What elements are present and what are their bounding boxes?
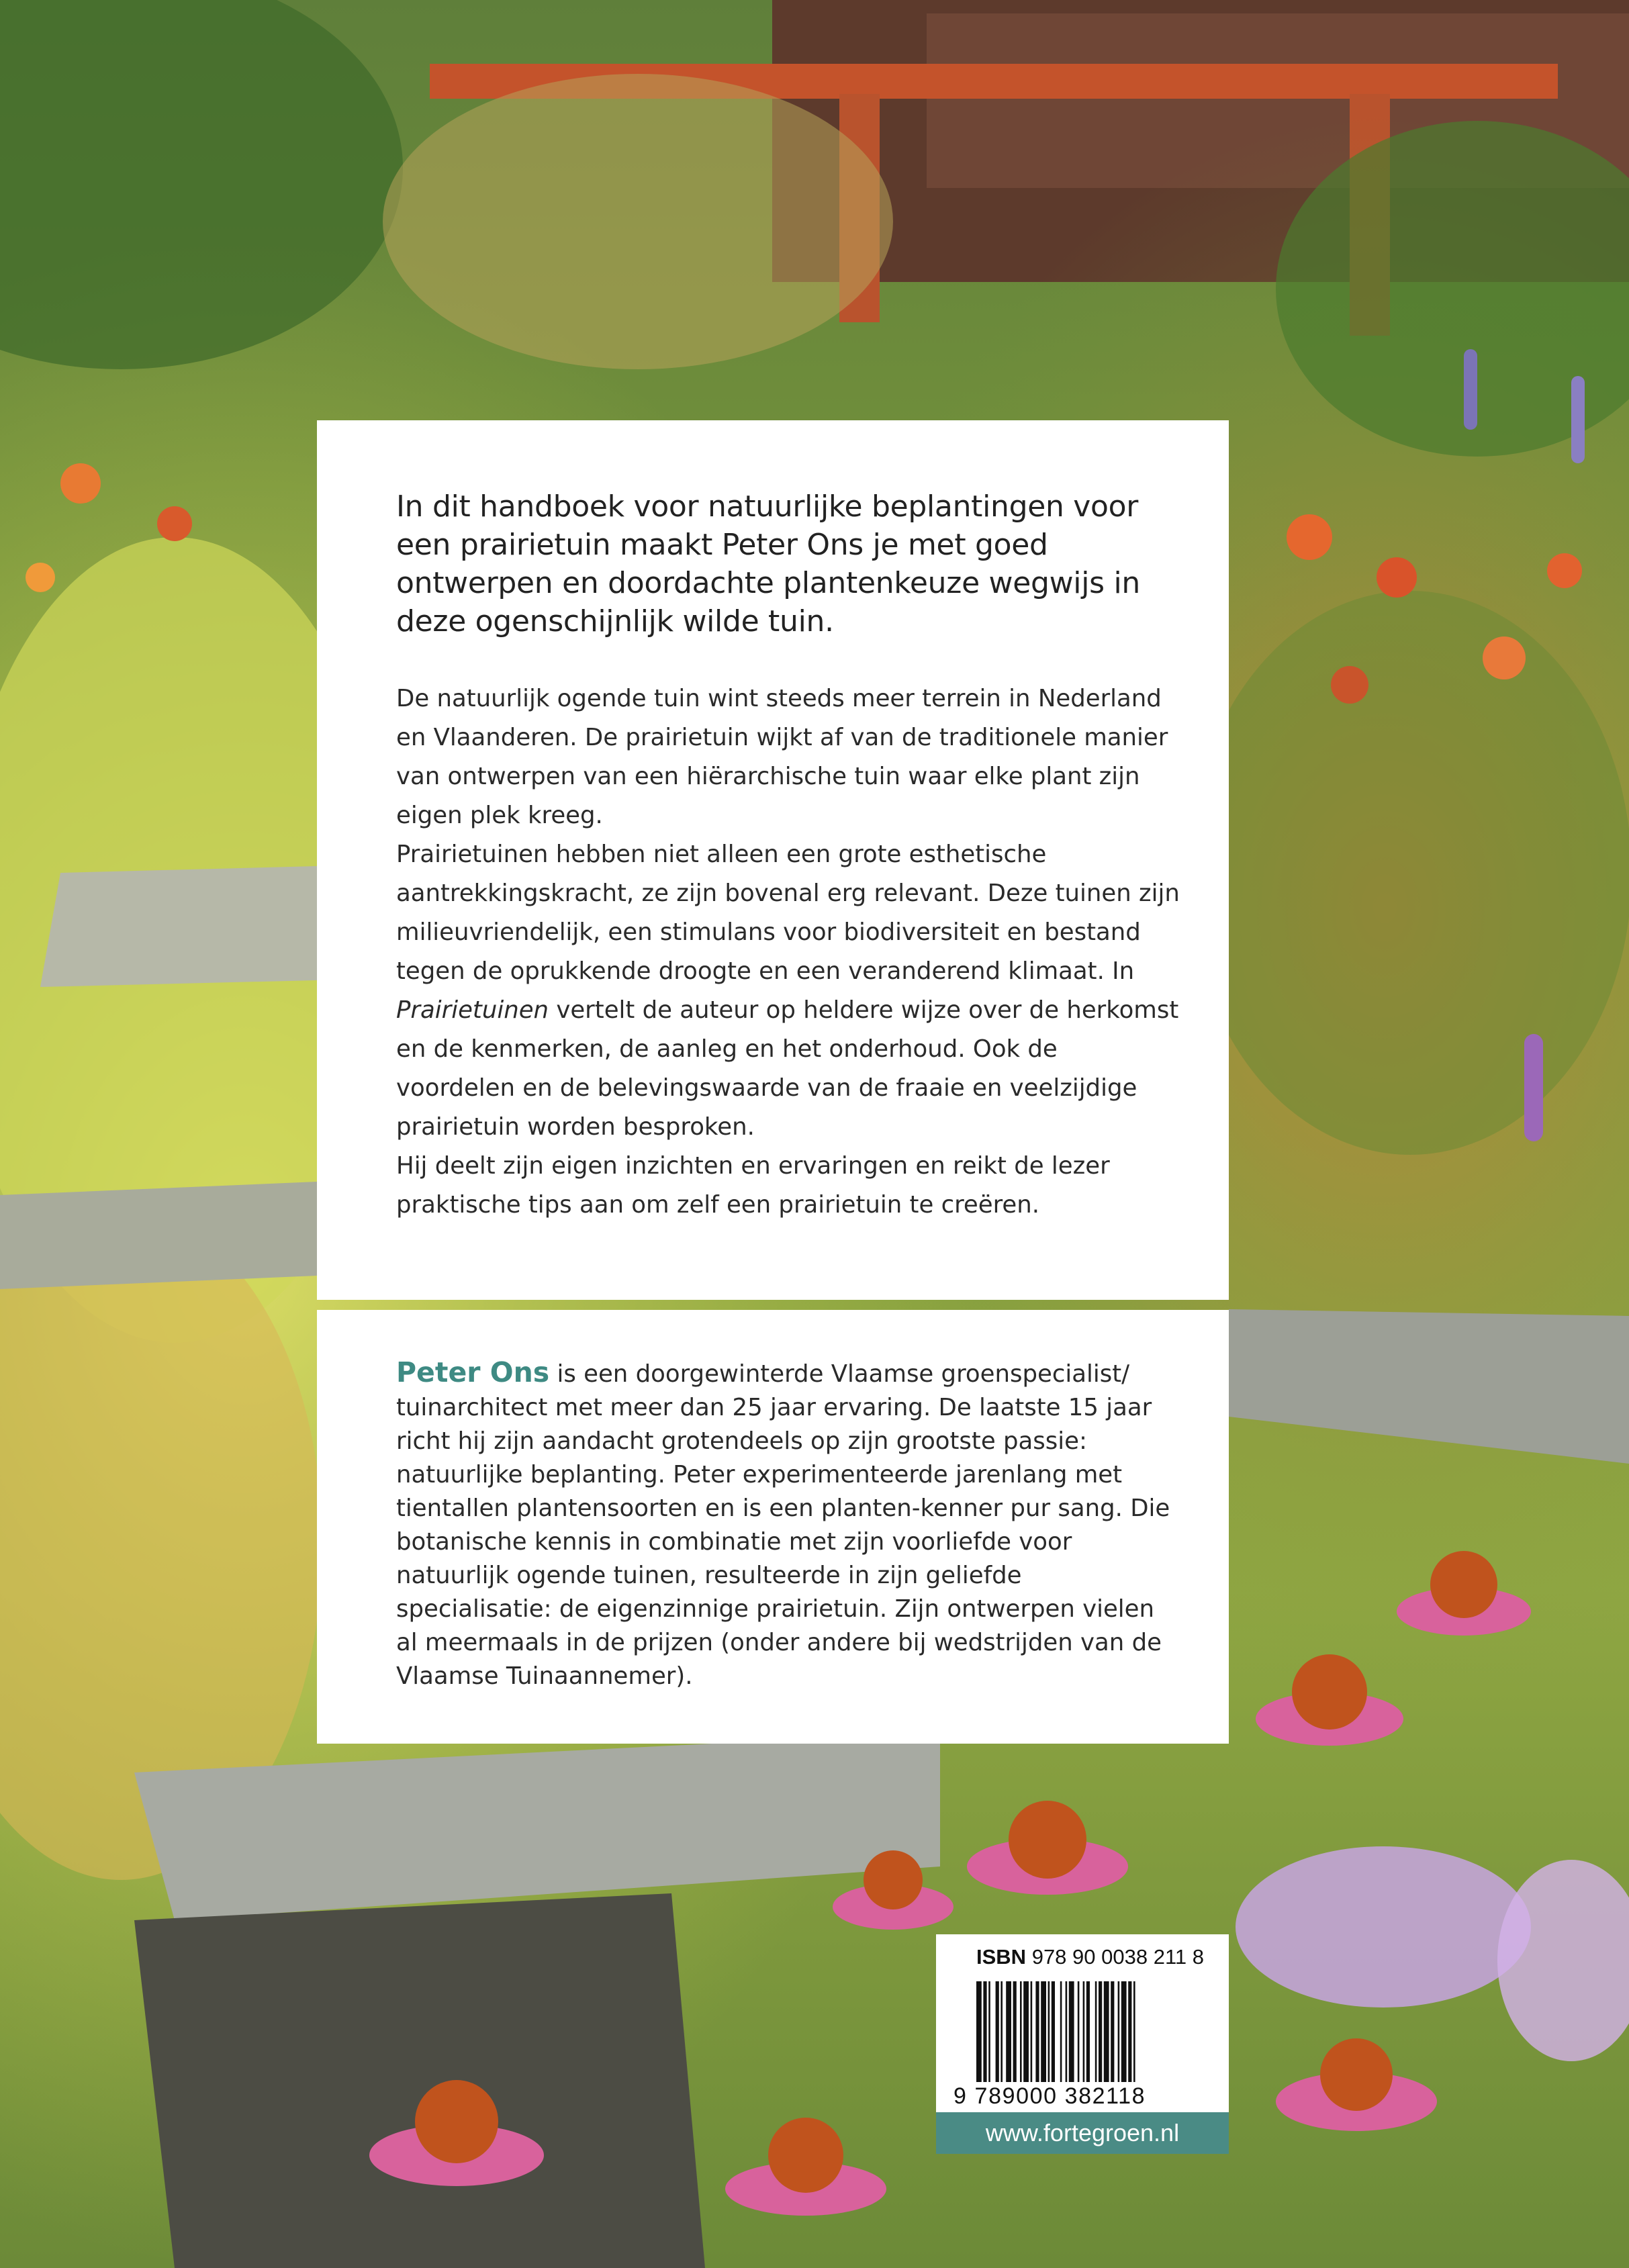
publisher-website[interactable]: www.fortegroen.nl	[936, 2112, 1229, 2154]
description-part-1: De natuurlijk ogende tuin wint steeds meer terrein in Nederland en Vlaanderen. De prairietuin wijkt af van de traditionele manier van ontwerpen van een hiërarchische tuin waar elke plant zijn eigen plek kreeg.	[396, 685, 1168, 829]
barcode-bar	[1128, 1981, 1131, 2082]
barcode-bar	[1013, 1981, 1017, 2082]
barcode-bar	[1031, 1981, 1033, 2082]
barcode-bar	[1095, 1981, 1097, 2082]
barcode-bar	[1118, 1981, 1120, 2082]
barcode-digits: 9 789000 382118	[953, 2083, 1146, 2109]
barcode-bar	[1000, 1981, 1003, 2082]
isbn-label	[976, 1945, 1204, 1969]
author-bio	[396, 1356, 1182, 1693]
barcode-bar	[1111, 1981, 1114, 2082]
barcode-bar	[1020, 1981, 1022, 2082]
description-part-2: Prairietuinen hebben niet alleen een grote esthetische aantrekkingskracht, ze zijn bovenal erg relevant. Deze tuinen zijn milieuvriendelijk, een stimulans voor biodiversiteit en bestand tegen de oprukkende droogte en een veranderend klimaat. In	[396, 841, 1180, 985]
author-panel	[317, 1310, 1229, 1744]
book-title-italic: Prairietuinen	[396, 996, 549, 1024]
isbn-barcode-box	[936, 1934, 1229, 2112]
barcode-bar	[976, 1981, 982, 2082]
barcode-bar	[1060, 1981, 1062, 2082]
description-part-4: Hij deelt zijn eigen inzichten en ervaringen en reikt de lezer praktische tips aan om zelf een prairietuin te creëren.	[396, 1152, 1110, 1219]
description-paragraph	[396, 679, 1182, 1225]
barcode-bar	[1099, 1981, 1102, 2082]
barcode-bar	[1133, 1981, 1135, 2082]
author-bio-text: is een doorgewinterde Vlaamse groenspecialist/ tuinarchitect met meer dan 25 jaar ervaring. De laatste 15 jaar richt hij zijn aandacht grotendeels op zijn grootste passie: natuurlijke beplanting. Peter experimenteerde jarenlang met tientallen plantensoorten en is een planten-kenner pur sang. Die botanische kennis in combinatie met zijn voorliefde voor natuurlijk ogende tuinen, resulteerde in zijn geliefde specialisatie: de eigenzinnige prairietuin. Zijn ontwerpen vielen al meermaals in de prijzen (onder andere bij wedstrijden van de Vlaamse Tuinaannemer).	[396, 1360, 1170, 1690]
description-part-3: vertelt de auteur op heldere wijze over de herkomst en de kenmerken, de aanleg en het onderhoud. Ook de voordelen en de belevingswaarde van de fraaie en veelzijdige prairietuin worden besproken.	[396, 996, 1179, 1141]
barcode-icon	[976, 1981, 1205, 2082]
barcode-bar	[1006, 1981, 1011, 2082]
barcode-bar	[983, 1981, 986, 2082]
barcode-bar	[1048, 1981, 1050, 2082]
lead-paragraph: In dit handboek voor natuurlijke beplantingen voor een prairietuin maakt Peter Ons je met goed ontwerpen en doordachte plantenkeuze wegwijs in deze ogenschijnlijk wilde tuin.	[396, 489, 1140, 639]
isbn-prefix: ISBN	[976, 1945, 1027, 1969]
barcode-bar	[1121, 1981, 1127, 2082]
barcode-bar	[1023, 1981, 1029, 2082]
barcode-bar	[1083, 1981, 1085, 2082]
barcode-bar	[996, 1981, 999, 2082]
barcode-bar	[1086, 1981, 1090, 2082]
barcode-bar	[1052, 1981, 1055, 2082]
barcode-bar	[988, 1981, 990, 2082]
barcode-bar	[1078, 1981, 1080, 2082]
author-name: Peter Ons	[396, 1356, 550, 1388]
barcode-bar	[1041, 1981, 1046, 2082]
description-panel	[317, 420, 1229, 1300]
barcode-bar	[1066, 1981, 1068, 2082]
isbn-number: 978 90 0038 211 8	[1031, 1945, 1204, 1969]
barcode-bar	[1104, 1981, 1109, 2082]
barcode-bar	[1035, 1981, 1039, 2082]
barcode-bar	[1069, 1981, 1074, 2082]
